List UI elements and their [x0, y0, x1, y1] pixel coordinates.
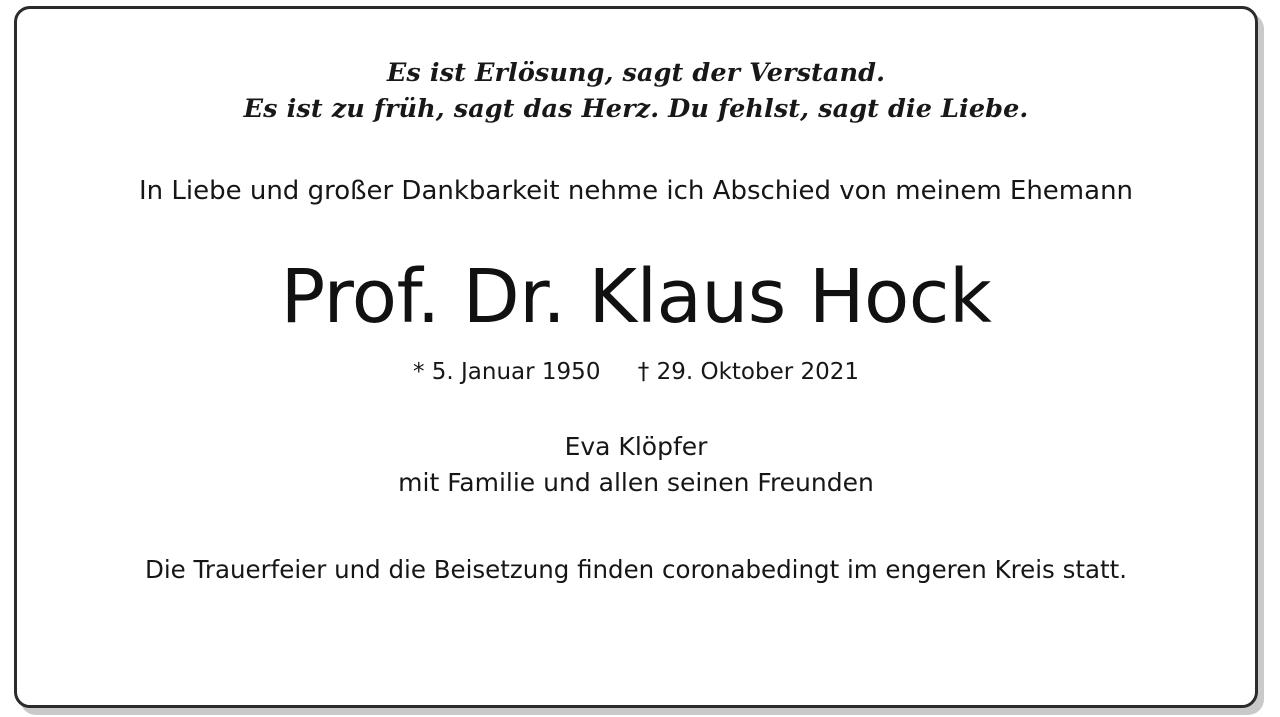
mourners-block	[87, 429, 1185, 502]
memorial-verse	[87, 55, 1185, 127]
life-dates	[87, 359, 1185, 385]
ceremony-note: Die Trauerfeier und die Beisetzung finden coronabedingt im engeren Kreis statt.	[144, 555, 1127, 585]
memorial-verse-line-2: Es ist zu früh, sagt das Herz. Du fehlst, sagt die Liebe.	[243, 94, 1029, 125]
birth-date: * 5. Januar 1950	[412, 358, 601, 385]
mourner-family: mit Familie und allen seinen Freunden	[398, 468, 874, 498]
mourner-primary: Eva Klöpfer	[564, 431, 708, 461]
death-notice-card	[14, 6, 1258, 708]
death-notice-content	[17, 9, 1255, 705]
announcement-text: In Liebe und großer Dankbarkeit nehme ich Abschied von meinem Ehemann	[138, 176, 1134, 207]
death-date: † 29. Oktober 2021	[637, 358, 860, 385]
deceased-name: Prof. Dr. Klaus Hock	[280, 254, 992, 341]
memorial-verse-line-1: Es ist Erlösung, sagt der Verstand.	[386, 58, 886, 88]
